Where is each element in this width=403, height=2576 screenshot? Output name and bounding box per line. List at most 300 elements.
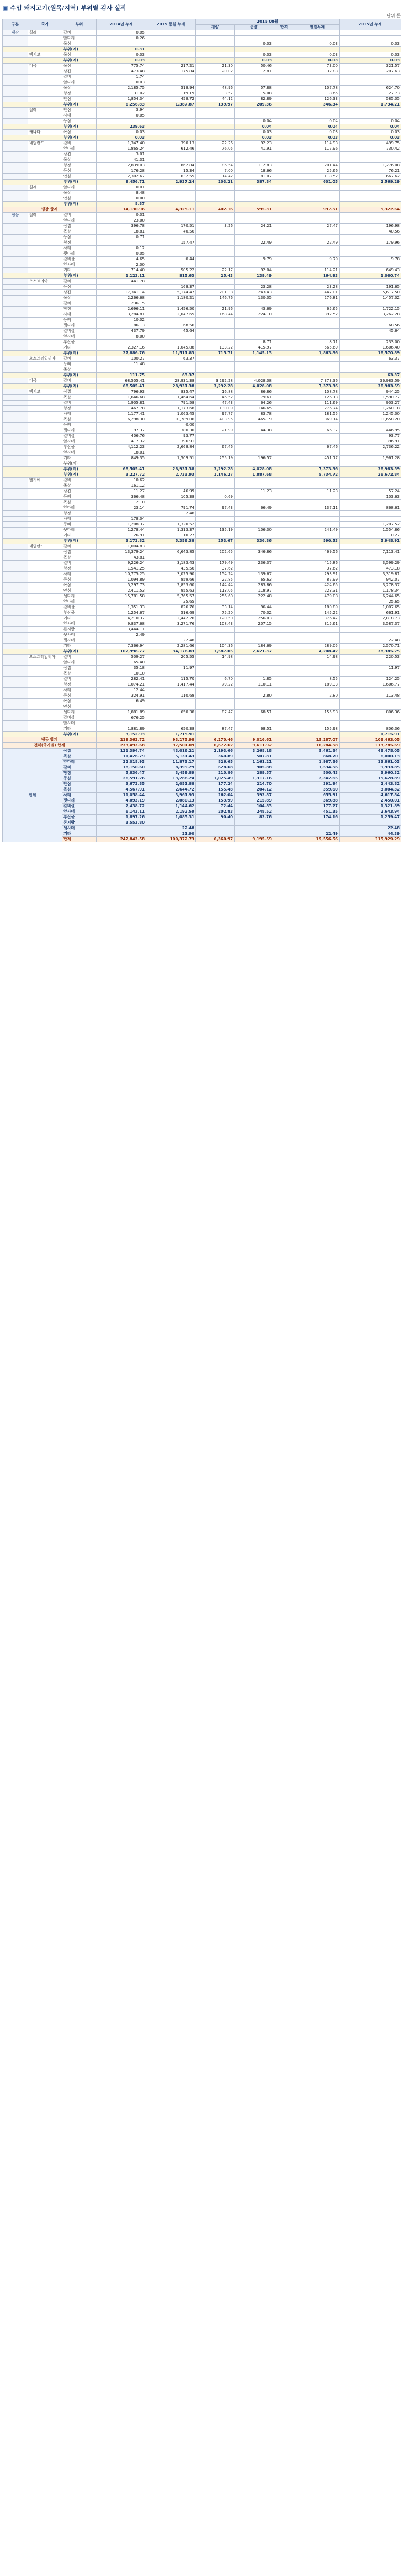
- cell-lang: [196, 660, 235, 666]
- cell-rate: [295, 80, 340, 86]
- cell-cum-2015: [340, 301, 401, 307]
- cell-2014: 1,123.11: [97, 273, 146, 279]
- cell-country: [28, 704, 62, 710]
- cell-part: 부위(계): [62, 649, 97, 655]
- cell-pass: [273, 787, 295, 793]
- cell-group: [3, 246, 28, 251]
- table-row: [3, 235, 401, 240]
- cell-country: [28, 688, 62, 693]
- cell-country: [28, 307, 62, 312]
- cell-group: [3, 146, 28, 152]
- cell-cum-2015: 585.05: [340, 97, 401, 102]
- cell-rate: [295, 362, 340, 367]
- cell-pass: [273, 610, 295, 616]
- cell-2015-same: 11,873.17: [146, 760, 196, 765]
- cell-lang: 202.83: [196, 809, 235, 815]
- cell-country: 칠레: [28, 30, 62, 36]
- cell-rate: 111.69: [295, 401, 340, 406]
- cell-group: [3, 588, 28, 594]
- cell-2014: [97, 41, 146, 47]
- cell-pass: [273, 809, 295, 815]
- cell-lang: [196, 30, 235, 36]
- cell-pass: [273, 273, 295, 279]
- cell-rate: [295, 318, 340, 323]
- cell-2014: 4,210.37: [97, 616, 146, 621]
- cell-pass: [273, 141, 295, 146]
- cell-lang: [196, 544, 235, 550]
- cell-2015-same: 1,456.50: [146, 307, 196, 312]
- cell-group: [3, 572, 28, 577]
- cell-country: [28, 610, 62, 616]
- cell-group: [3, 666, 28, 671]
- cell-jung: 130.05: [235, 296, 273, 301]
- cell-group: [3, 721, 28, 726]
- cell-lang: 44.12: [196, 97, 235, 102]
- cell-lang: 3.57: [196, 91, 235, 97]
- cell-jung: [235, 688, 273, 693]
- cell-pass: [273, 356, 295, 362]
- cell-rate: 126.13: [295, 395, 340, 401]
- cell-cum-2015: 6,244.65: [340, 594, 401, 599]
- cell-2014: 3,672.85: [97, 782, 146, 787]
- cell-cum-2015: 1,554.86: [340, 528, 401, 533]
- cell-cum-2015: 1,722.15: [340, 307, 401, 312]
- cell-part: 기타: [62, 533, 97, 539]
- table-row: [3, 649, 401, 655]
- cell-2015-same: [146, 362, 196, 367]
- cell-2015-same: [146, 58, 196, 64]
- cell-jung: 79.61: [235, 395, 273, 401]
- table-row: [3, 146, 401, 152]
- cell-2014: 3,227.72: [97, 472, 146, 478]
- cell-jung: 68.51: [235, 726, 273, 732]
- cell-jung: [235, 627, 273, 633]
- cell-pass: [273, 666, 295, 671]
- cell-part: 사태: [62, 572, 97, 577]
- cell-jung: 112.83: [235, 163, 273, 168]
- cell-part: 안심: [62, 196, 97, 202]
- cell-pass: [273, 417, 295, 423]
- cell-2015-same: 1,045.88: [146, 345, 196, 351]
- cell-part: 뒷다리: [62, 528, 97, 533]
- cell-2014: 1,881.89: [97, 710, 146, 715]
- cell-2015-same: [146, 36, 196, 41]
- cell-total-label: 냉동 합계: [3, 737, 97, 743]
- cell-part: 목살: [62, 367, 97, 373]
- cell-cum-2015: 38,385.25: [340, 649, 401, 655]
- cell-jung: [235, 478, 273, 483]
- cell-pass: [273, 406, 295, 412]
- cell-pass: [273, 533, 295, 539]
- cell-lang: [196, 671, 235, 677]
- cell-country: [28, 191, 62, 196]
- cell-cum-2015: 1,178.34: [340, 588, 401, 594]
- cell-pass: [273, 831, 295, 837]
- cell-group: [3, 715, 28, 721]
- cell-lang: [196, 688, 235, 693]
- cell-rate: 7,373.36: [295, 467, 340, 472]
- cell-cum-2015: 649.43: [340, 268, 401, 273]
- table-row: [3, 356, 401, 362]
- cell-part: 등뼈: [62, 423, 97, 428]
- cell-2015-same: 175.84: [146, 69, 196, 75]
- cell-rate: 869.14: [295, 417, 340, 423]
- table-row: [3, 666, 401, 671]
- cell-group: [3, 489, 28, 494]
- cell-part: 앞다리: [62, 80, 97, 86]
- cell-pass: [273, 544, 295, 550]
- table-row: [3, 439, 401, 445]
- grand-row: [3, 787, 401, 793]
- table-row: [3, 285, 401, 290]
- cell-rate: 0.04: [295, 119, 340, 124]
- cell-pass: [273, 224, 295, 229]
- cell-part: 등심: [62, 119, 97, 124]
- cell-2014: 4,567.91: [97, 787, 146, 793]
- cell-cum-2015: 48,478.05: [340, 749, 401, 754]
- cell-rate: 114.21: [295, 268, 340, 273]
- cell-country: [28, 262, 62, 268]
- cell-pass: [273, 401, 295, 406]
- cell-2014: [97, 461, 146, 467]
- cell-group: [3, 47, 28, 52]
- cell-part: 부위(계): [62, 273, 97, 279]
- cell-cum-2015: 9,933.85: [340, 765, 401, 771]
- cell-2015-same: 3,459.89: [146, 771, 196, 776]
- cell-cum-2015: 113,785.69: [340, 743, 401, 749]
- cell-2015-same: 859.66: [146, 577, 196, 583]
- cell-rate: [295, 251, 340, 257]
- cell-2014: 3,152.93: [97, 732, 146, 737]
- cell-pass: [273, 699, 295, 704]
- cell-part: 삼겹: [62, 389, 97, 395]
- cell-part: 삼겹: [62, 69, 97, 75]
- cell-cum-2015: [340, 213, 401, 218]
- cell-pass: [273, 64, 295, 69]
- cell-part: 안심: [62, 588, 97, 594]
- cell-lang: [196, 185, 235, 191]
- cell-part: 목심: [62, 130, 97, 135]
- cell-group: [3, 185, 28, 191]
- cell-cum-2015: [340, 185, 401, 191]
- cell-group: [3, 367, 28, 373]
- cell-jung: [235, 434, 273, 439]
- cell-2014: 11,058.44: [97, 793, 146, 798]
- cell-rate: 241.49: [295, 528, 340, 533]
- grand-row: [3, 754, 401, 760]
- cell-country: [28, 522, 62, 528]
- cell-rate: 189.33: [295, 682, 340, 688]
- cell-jung: 43.69: [235, 307, 273, 312]
- cell-pass: [273, 36, 295, 41]
- cell-group: [3, 406, 28, 412]
- cell-lang: [196, 434, 235, 439]
- cell-country: [28, 401, 62, 406]
- table-row: [3, 710, 401, 715]
- cell-2014: 10.02: [97, 318, 146, 323]
- cell-2015-same: 955.63: [146, 588, 196, 594]
- cell-country: [28, 566, 62, 572]
- cell-rate: 415.86: [295, 561, 340, 566]
- cell-group: [3, 533, 28, 539]
- cell-lang: 20.02: [196, 69, 235, 75]
- cell-rate: [295, 423, 340, 428]
- table-row: [3, 423, 401, 428]
- cell-rate: [295, 666, 340, 671]
- cell-pass: [273, 312, 295, 318]
- cell-cum-2015: [340, 279, 401, 285]
- cell-2014: [97, 367, 146, 373]
- cell-lang: 168.44: [196, 312, 235, 318]
- cell-jung: 336.86: [235, 539, 273, 544]
- cell-2014: 43.81: [97, 555, 146, 561]
- cell-part: 목심: [62, 699, 97, 704]
- cell-cum-2015: [340, 627, 401, 633]
- cell-2014: 68,505.41: [97, 467, 146, 472]
- cell-lang: [196, 196, 235, 202]
- cell-jung: [235, 655, 273, 660]
- cell-rate: 223.31: [295, 588, 340, 594]
- cell-pass: [273, 351, 295, 356]
- cell-part: 기타: [62, 456, 97, 461]
- cell-lang: [196, 329, 235, 334]
- cell-country: 오스트리아: [28, 279, 62, 285]
- cell-rate: 0.03: [295, 41, 340, 47]
- cell-2014: 3,172.82: [97, 539, 146, 544]
- cell-lang: 22.85: [196, 577, 235, 583]
- cell-pass: [273, 804, 295, 809]
- cell-part: 목살: [62, 191, 97, 196]
- cell-country: [28, 285, 62, 290]
- cell-2014: 18.81: [97, 229, 146, 235]
- cell-pass: [273, 180, 295, 185]
- cell-2014: 26.91: [97, 533, 146, 539]
- cell-group: [3, 688, 28, 693]
- table-row: [3, 218, 401, 224]
- cell-2014: 1,177.41: [97, 412, 146, 417]
- cell-lang: 360.89: [196, 754, 235, 760]
- cell-pass: [273, 340, 295, 345]
- cell-country: 오스트레일리아: [28, 655, 62, 660]
- cell-pass: [273, 251, 295, 257]
- cell-2015-same: [146, 450, 196, 456]
- cell-jung: [235, 80, 273, 86]
- table-row: [3, 638, 401, 644]
- table-row: [3, 257, 401, 262]
- cell-pass: [273, 362, 295, 367]
- cell-lang: [196, 517, 235, 522]
- cell-2015-same: 11.97: [146, 666, 196, 671]
- cell-2014: 0.31: [97, 47, 146, 52]
- cell-cum-2015: 4,617.84: [340, 793, 401, 798]
- cell-2015-same: 205.55: [146, 655, 196, 660]
- cell-pass: [273, 682, 295, 688]
- cell-jung: 3,268.18: [235, 749, 273, 754]
- table-row: [3, 340, 401, 345]
- cell-cum-2015: 942.07: [340, 577, 401, 583]
- cell-lang: [196, 478, 235, 483]
- cell-group: [3, 412, 28, 417]
- cell-country: [28, 86, 62, 91]
- cell-cum-2015: 57.24: [340, 489, 401, 494]
- cell-jung: [235, 439, 273, 445]
- cell-lang: 1,025.49: [196, 776, 235, 782]
- cell-jung: [235, 522, 273, 528]
- cell-country: 멕시코: [28, 389, 62, 395]
- table-row: [3, 389, 401, 395]
- cell-2014: 282.41: [97, 677, 146, 682]
- cell-rate: 174.16: [295, 815, 340, 820]
- cell-pass: [273, 478, 295, 483]
- cell-lang: [196, 119, 235, 124]
- cell-cum-2015: 44.39: [340, 831, 401, 837]
- cell-part: 갈비: [62, 75, 97, 80]
- cell-pass: [273, 268, 295, 273]
- cell-cum-2015: [340, 517, 401, 522]
- cell-pass: [273, 434, 295, 439]
- cell-2015-same: 835.47: [146, 389, 196, 395]
- cell-pass: [273, 461, 295, 467]
- cell-2015-same: [146, 334, 196, 340]
- cell-country: [28, 146, 62, 152]
- cell-jung: [235, 235, 273, 240]
- cell-2015-same: 1,387.87: [146, 102, 196, 108]
- cell-cum-2015: 63.37: [340, 373, 401, 378]
- cell-part: 앞다리: [62, 599, 97, 605]
- cell-lang: 154.24: [196, 572, 235, 577]
- cell-pass: [273, 207, 295, 213]
- cell-2015-same: [146, 478, 196, 483]
- cell-2014: 11,426.79: [97, 754, 146, 760]
- cell-country: [28, 251, 62, 257]
- cell-cum-2015: 207.63: [340, 69, 401, 75]
- cell-pass: [273, 229, 295, 235]
- cell-country: [28, 296, 62, 301]
- cell-cum-2015: [340, 202, 401, 207]
- cell-jung: 0.03: [235, 41, 273, 47]
- cell-country: [28, 555, 62, 561]
- cell-group: [3, 378, 28, 384]
- cell-rate: 0.03: [295, 58, 340, 64]
- cell-country: [28, 605, 62, 610]
- grand-row: [3, 765, 401, 771]
- cell-part: 기타: [62, 644, 97, 649]
- table-row: [3, 401, 401, 406]
- table-row: [3, 539, 401, 544]
- cell-group: [3, 251, 28, 257]
- cell-2014: 41.31: [97, 157, 146, 163]
- grand-total-row: [3, 837, 401, 842]
- cell-2015-same: 2,853.60: [146, 583, 196, 588]
- cell-2015-same: 862.84: [146, 163, 196, 168]
- cell-rate: [295, 191, 340, 196]
- cell-pass: [273, 605, 295, 610]
- cell-pass: [273, 196, 295, 202]
- table-row: [3, 605, 401, 610]
- cell-part: 등뼈: [62, 362, 97, 367]
- cell-group: [3, 450, 28, 456]
- cell-lang: 139.97: [196, 102, 235, 108]
- cell-part: 갈비: [62, 378, 97, 384]
- cell-2015-same: [146, 218, 196, 224]
- cell-lang: 25.43: [196, 273, 235, 279]
- cell-pass: [273, 489, 295, 494]
- cell-pass: [273, 113, 295, 119]
- cell-pass: [273, 108, 295, 113]
- cell-pass: [273, 837, 295, 842]
- cell-rate: [295, 826, 340, 831]
- cell-pass: [273, 566, 295, 572]
- cell-rate: [295, 47, 340, 52]
- cell-group: [3, 428, 28, 434]
- cell-jung: [235, 301, 273, 307]
- cell-jung: [235, 666, 273, 671]
- table-row: [3, 86, 401, 91]
- cell-part: 부위(계): [62, 58, 97, 64]
- cell-pass: [273, 80, 295, 86]
- table-row: [3, 108, 401, 113]
- cell-rate: 0.03: [295, 130, 340, 135]
- table-row: [3, 124, 401, 130]
- cell-cum-2015: 191.65: [340, 285, 401, 290]
- cell-jung: 92.04: [235, 268, 273, 273]
- cell-part: 갈비: [62, 765, 97, 771]
- cell-pass: [273, 334, 295, 340]
- cell-group: [3, 168, 28, 174]
- cell-cum-2015: [340, 113, 401, 119]
- cell-jung: [235, 367, 273, 373]
- cell-2014: 714.40: [97, 268, 146, 273]
- table-row: [3, 152, 401, 157]
- cell-cum-2015: 3,599.29: [340, 561, 401, 566]
- cell-part: 앞사태: [62, 262, 97, 268]
- cell-cum-2015: 11,658.20: [340, 417, 401, 423]
- cell-2015-same: 632.55: [146, 174, 196, 180]
- cell-part: 등뼈: [62, 318, 97, 323]
- cell-rate: 7,373.36: [295, 378, 340, 384]
- cell-part: 기타: [62, 616, 97, 621]
- cell-2014: 1,897.26: [97, 815, 146, 820]
- cell-rate: 447.01: [295, 290, 340, 296]
- cell-part: 앞사태: [62, 450, 97, 456]
- cell-jung: 64.26: [235, 401, 273, 406]
- cell-country: [28, 168, 62, 174]
- table-row: [3, 528, 401, 533]
- cell-rate: 289.05: [295, 644, 340, 649]
- table-row: [3, 505, 401, 511]
- cell-country: [28, 467, 62, 472]
- cell-part: 갈비: [62, 141, 97, 146]
- cell-cum-2015: 22.48: [340, 638, 401, 644]
- cell-2015-same: 1,144.62: [146, 804, 196, 809]
- cell-jung: [235, 323, 273, 329]
- cell-rate: 117.96: [295, 146, 340, 152]
- cell-part: 갈비: [62, 478, 97, 483]
- table-row: [3, 517, 401, 522]
- table-row: [3, 489, 401, 494]
- cell-cum-2015: [340, 108, 401, 113]
- cell-2014: 0.03: [97, 130, 146, 135]
- cell-cum-2015: [340, 721, 401, 726]
- cell-cum-2015: 22.48: [340, 826, 401, 831]
- cell-rate: [295, 329, 340, 334]
- cell-country: [28, 588, 62, 594]
- cell-jung: [235, 185, 273, 191]
- cell-cum-2015: 1,080.74: [340, 273, 401, 279]
- cell-part: 갈비살: [62, 715, 97, 721]
- cell-total-label: 전체(국가별) 합계: [3, 743, 97, 749]
- cell-part: 기타: [62, 268, 97, 273]
